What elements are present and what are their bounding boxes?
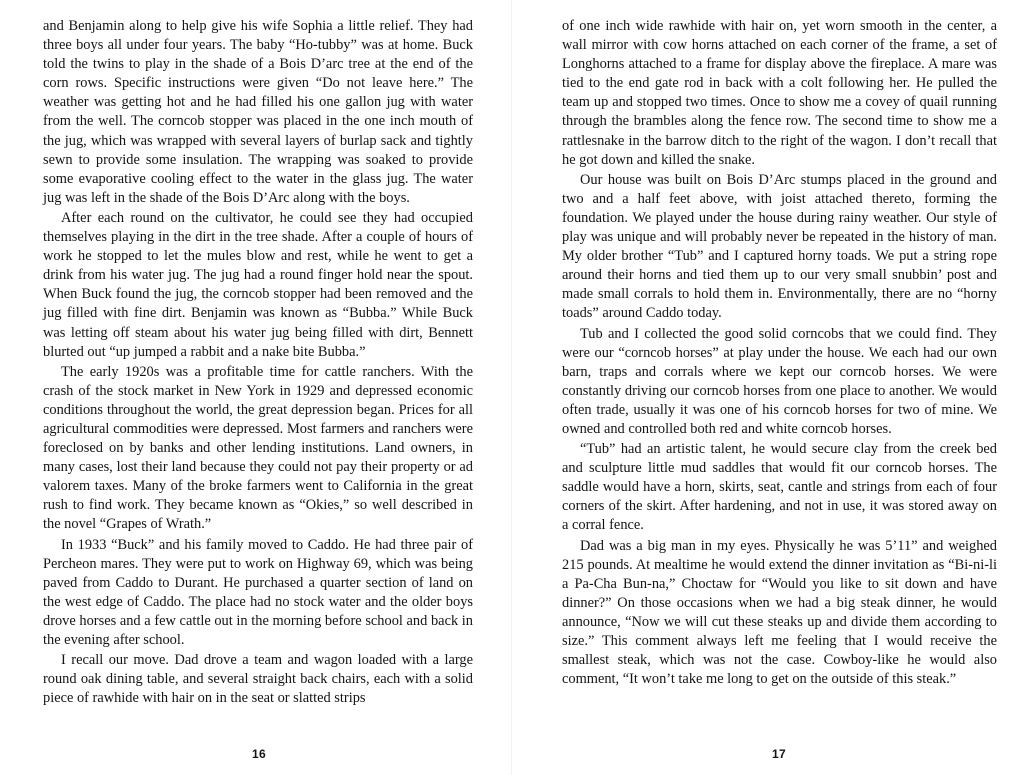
left-page-text: [43, 17, 473, 709]
paragraph: Tub and I collected the good solid corncobs that we could find. They were our “corncob horses” at play under the house. We each had our own barn, traps and corrals where we kept our corncob horses. We were constantly driving our corncob horses from one place to another. We would often trade, usually it was one of his corncob horses for two of mine. We owned and controlled both red and white corncob horses.: [562, 325, 997, 437]
paragraph: Our house was built on Bois D’Arc stumps placed in the ground and two and a half feet above, with joist attached thereto, forming the foundation. We played under the house during rainy weather. Our style of play was unique and will probably never be repeated in the history of man. My older brother “Tub” and I captured horny toads. We put a string rope around their horns and tied them up to our very small snubbin’ post and made small corrals to hold them in. Environmentally, there are no “horny toads” around Caddo today.: [562, 171, 997, 322]
paragraph: of one inch wide rawhide with hair on, yet worn smooth in the center, a wall mirror with cow horns attached on each corner of the frame, a set of Longhorns attached to a frame for display above the fireplace. A mare was tied to the end gate rod in back with a colt following her. He pulled the team up and stopped two times. Once to show me a covey of quail running through the brambles along the fence row. The second time to show me a rattlesnake in the barrow ditch to the right of the wagon. I don’t recall that he got down and killed the snake.: [562, 18, 997, 168]
paragraph: The early 1920s was a profitable time for cattle ranchers. With the crash of the stock market in New York in 1929 and depressed economic conditions throughout the world, the great depression began. Prices for all agricultural commodities were depressed. Most farmers and ranchers were foreclosed on by banks and other lending institutions. Land owners, in many cases, lost their land because they could not pay their property or ad valorem taxes. Many of the broke farmers went to California in the great rush to find work. They became known as “Okies,” so well described in the novel “Grapes of Wrath.”: [43, 363, 473, 533]
paragraph: After each round on the cultivator, he could see they had occupied themselves playing in the dirt in the tree shade. After a couple of hours of work he stopped to let the mules blow and rest, while he went to get a drink from his water jug. The jug had a round finger hold near the spout. When Buck found the jug, the corncob stopper had been removed and the jug filled with fine dirt. Benjamin was known as “Bubba.” While Buck was letting off steam about his water jug being filled with dirt, Bennett blurted out “up jumped a rabbit and a nake bite Bubba.”: [43, 209, 473, 360]
right-page: [512, 0, 1024, 775]
paragraph: I recall our move. Dad drove a team and wagon loaded with a large round oak dining table, and several straight back chairs, each with a solid piece of rawhide with hair on in the seat or slatted strips: [43, 652, 473, 707]
paragraph: Dad was a big man in my eyes. Physically he was 5’11” and weighed 215 pounds. At mealtime he would extend the dinner invitation as “Bi-ni-li a Pa-Cha Bun-na,” Choctaw for “Would you like to sit down and have dinner?” On those occasions when we had a big steak dinner, he would announce, “Now we will cut these steaks up and divide them according to size.” This comment always left me feeling that I would receive the smallest steak, which was not the case. Cowboy-like he would also comment, “It won’t take me long to get on the outside of this steak.”: [562, 537, 997, 688]
paragraph: “Tub” had an artistic talent, he would secure clay from the creek bed and sculpture little mud saddles that would fit our corncob horses. The saddle would have a horn, skirts, seat, cantle and strings from each of four corners of the skirt. After hardening, and not in use, it was stored away on a corral fence.: [562, 441, 997, 534]
right-page-text: [562, 17, 997, 690]
paragraph: In 1933 “Buck” and his family moved to Caddo. He had three pair of Percheon mares. They were put to work on Highway 69, which was being paved from Caddo to Durant. He purchased a quarter section of land on the west edge of Caddo. The place had no stock water and the older boys drove horses and a few cattle out in the morning before school and back in the evening after school.: [43, 536, 473, 648]
paragraph: and Benjamin along to help give his wife Sophia a little relief. They had three boys all under four years. The baby “Ho-tubby” was at home. Buck told the twins to play in the shade of a Bois D’arc tree at the end of the corn rows. Specific instructions were given “Do not leave here.” The weather was getting hot and he had filled his one gallon jug with water from the well. The corncob stopper was placed in the one inch mouth of the jug, which was wrapped with several layers of burlap sack and tightly sewn to provide some insulation. The wrapping was soaked to provide some evaporative cooling effect to the water in the glass jug. The water jug was left in the shade of the Bois D’Arc along with the boys.: [43, 18, 473, 206]
page-number: 16: [252, 747, 266, 761]
page-number: 17: [772, 747, 786, 761]
